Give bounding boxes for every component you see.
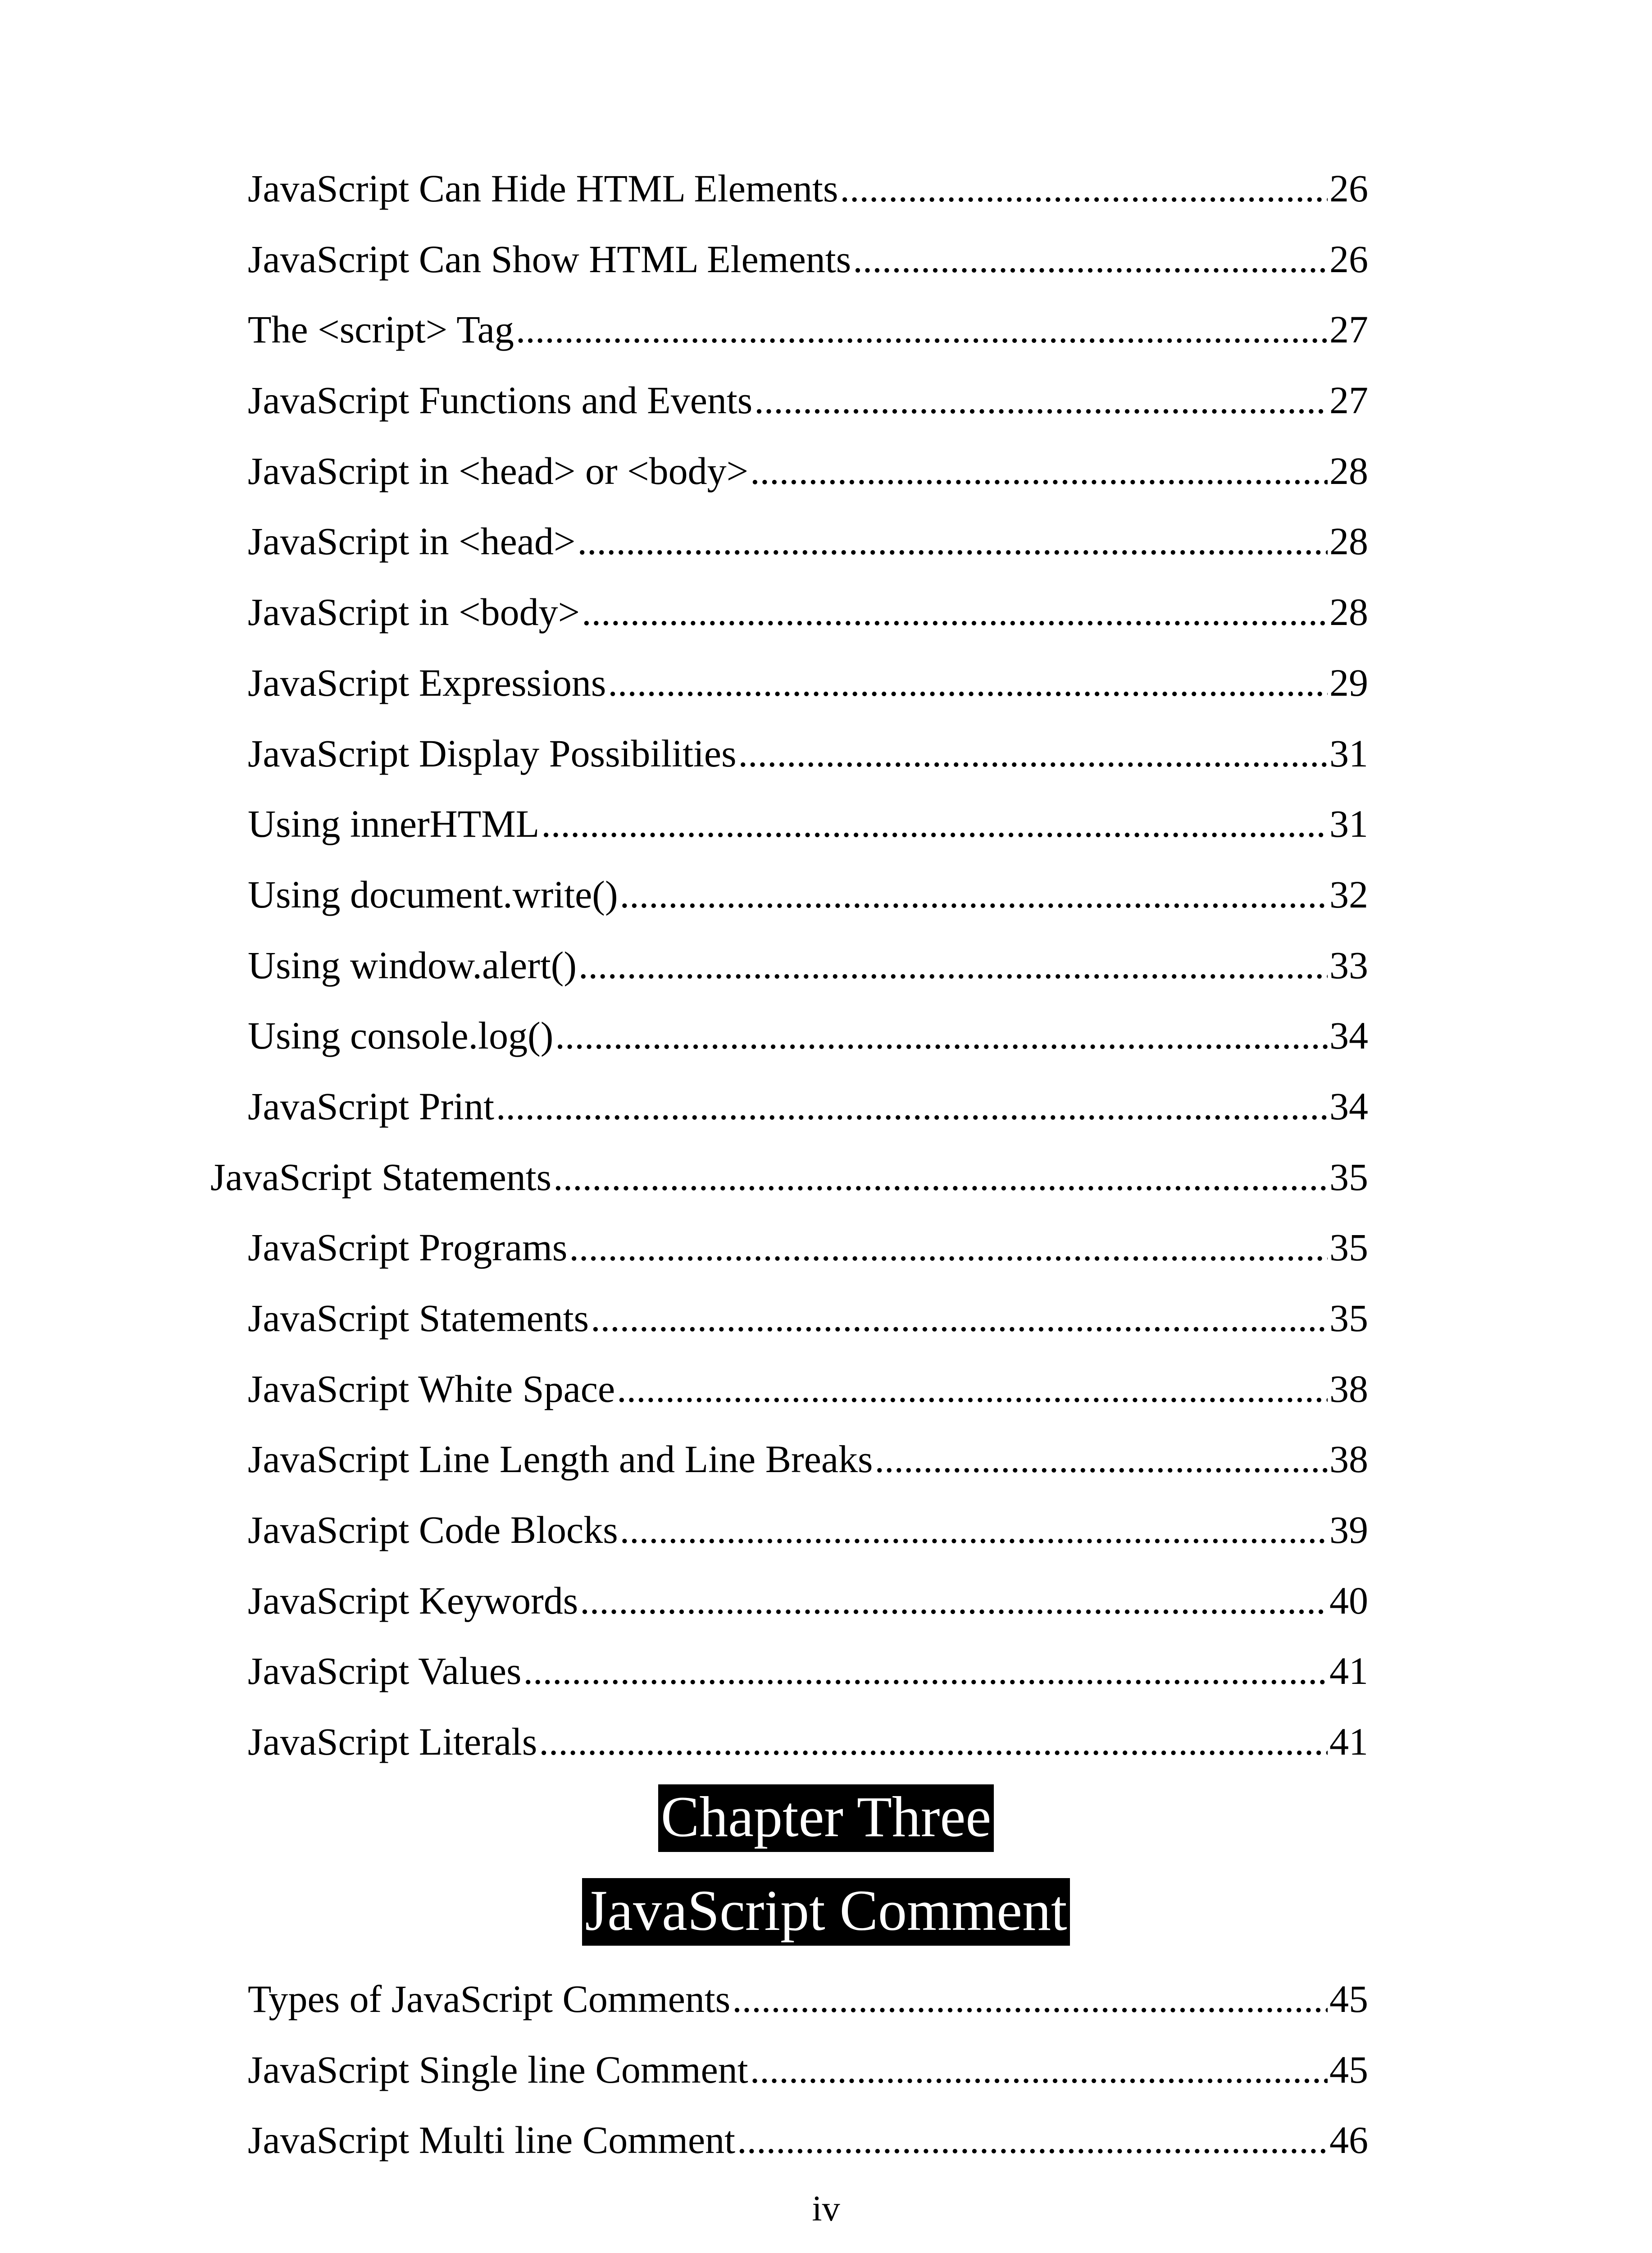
toc-entry-page: 31 bbox=[1329, 802, 1368, 846]
toc-entry[interactable] bbox=[210, 577, 1368, 648]
toc-list-top bbox=[210, 153, 1368, 1777]
toc-dot-leader bbox=[516, 294, 1328, 365]
toc-dot-leader bbox=[617, 1354, 1328, 1424]
toc-entry-page: 28 bbox=[1329, 590, 1368, 634]
toc-entry[interactable] bbox=[210, 153, 1368, 224]
toc-entry-title: JavaScript Expressions bbox=[248, 661, 606, 704]
toc-dot-leader bbox=[555, 1000, 1328, 1071]
toc-entry[interactable] bbox=[210, 859, 1368, 930]
toc-entry-page: 33 bbox=[1329, 943, 1368, 987]
toc-entry-page: 31 bbox=[1329, 731, 1368, 775]
toc-dot-leader bbox=[523, 1636, 1328, 1706]
toc-entry-page: 34 bbox=[1329, 1014, 1368, 1058]
toc-entry-page: 34 bbox=[1329, 1084, 1368, 1128]
toc-list-bottom bbox=[210, 1964, 1368, 2175]
toc-entry[interactable] bbox=[210, 294, 1368, 365]
toc-entry-page: 32 bbox=[1329, 872, 1368, 916]
toc-entry-title: JavaScript in <head> bbox=[248, 520, 576, 563]
chapter-title-text: JavaScript Comment bbox=[582, 1878, 1069, 1946]
toc-entry-page: 38 bbox=[1329, 1367, 1368, 1410]
chapter-title-heading bbox=[0, 1878, 1652, 1946]
toc-entry-title: JavaScript Values bbox=[248, 1649, 522, 1693]
toc-entry-title: JavaScript in <head> or <body> bbox=[248, 449, 749, 493]
toc-dot-leader bbox=[732, 1964, 1328, 2034]
toc-dot-leader bbox=[608, 648, 1328, 718]
toc-entry[interactable] bbox=[210, 648, 1368, 718]
toc-entry[interactable] bbox=[210, 1283, 1368, 1354]
toc-entry-title: JavaScript White Space bbox=[248, 1367, 615, 1410]
toc-entry-page: 35 bbox=[1329, 1155, 1368, 1199]
toc-entry-title: JavaScript Keywords bbox=[248, 1578, 578, 1622]
toc-entry[interactable] bbox=[210, 365, 1368, 436]
toc-entry-title: Using console.log() bbox=[248, 1014, 554, 1058]
toc-entry[interactable] bbox=[210, 1424, 1368, 1495]
page-number: iv bbox=[812, 2189, 840, 2229]
toc-dot-leader bbox=[853, 224, 1328, 295]
toc-entry[interactable] bbox=[210, 436, 1368, 506]
toc-entry-title: JavaScript in <body> bbox=[248, 590, 580, 634]
toc-dot-leader bbox=[738, 718, 1328, 789]
toc-entry[interactable] bbox=[210, 789, 1368, 859]
toc-entry-page: 45 bbox=[1329, 1977, 1368, 2020]
chapter-number-heading bbox=[0, 1784, 1652, 1852]
toc-entry-title: JavaScript Code Blocks bbox=[248, 1508, 618, 1552]
toc-entry-title: JavaScript Functions and Events bbox=[248, 379, 753, 422]
toc-dot-leader bbox=[750, 2034, 1328, 2105]
toc-entry-page: 41 bbox=[1329, 1649, 1368, 1693]
toc-entry-title: The <script> Tag bbox=[248, 308, 514, 351]
toc-dot-leader bbox=[582, 577, 1328, 648]
toc-entry-title: JavaScript Programs bbox=[248, 1226, 568, 1269]
toc-dot-leader bbox=[539, 1706, 1328, 1777]
toc-entry[interactable] bbox=[210, 1071, 1368, 1142]
toc-dot-leader bbox=[737, 2105, 1328, 2175]
toc-entry[interactable] bbox=[210, 1212, 1368, 1283]
toc-entry-page: 46 bbox=[1329, 2118, 1368, 2162]
toc-entry-title: Using innerHTML bbox=[248, 802, 540, 846]
toc-entry[interactable] bbox=[210, 1495, 1368, 1565]
toc-entry-title: JavaScript Print bbox=[248, 1084, 494, 1128]
toc-dot-leader bbox=[569, 1212, 1328, 1283]
toc-dot-leader bbox=[875, 1424, 1328, 1495]
toc-entry[interactable] bbox=[210, 1354, 1368, 1424]
toc-entry[interactable] bbox=[210, 1000, 1368, 1071]
toc-entry[interactable] bbox=[210, 930, 1368, 1001]
toc-dot-leader bbox=[750, 436, 1328, 506]
toc-dot-leader bbox=[591, 1283, 1328, 1354]
toc-dot-leader bbox=[578, 930, 1328, 1001]
toc-dot-leader bbox=[541, 789, 1328, 859]
toc-dot-leader bbox=[553, 1142, 1328, 1213]
toc-entry-title: JavaScript Multi line Comment bbox=[248, 2118, 736, 2162]
toc-entry-title: JavaScript Single line Comment bbox=[248, 2048, 748, 2091]
toc-entry[interactable] bbox=[210, 506, 1368, 577]
toc-entry-page: 35 bbox=[1329, 1296, 1368, 1340]
toc-dot-leader bbox=[620, 859, 1328, 930]
toc-entry-title: JavaScript Statements bbox=[248, 1296, 589, 1340]
toc-entry-title: Using window.alert() bbox=[248, 943, 577, 987]
toc-dot-leader bbox=[754, 365, 1328, 436]
toc-entry-page: 29 bbox=[1329, 661, 1368, 704]
toc-dot-leader bbox=[620, 1495, 1328, 1565]
toc-entry-page: 26 bbox=[1329, 167, 1368, 210]
toc-dot-leader bbox=[496, 1071, 1328, 1142]
toc-entry-title: JavaScript Can Hide HTML Elements bbox=[248, 167, 838, 210]
toc-entry-page: 41 bbox=[1329, 1720, 1368, 1764]
toc-entry-page: 27 bbox=[1329, 308, 1368, 351]
toc-entry-page: 26 bbox=[1329, 237, 1368, 281]
toc-entry-page: 28 bbox=[1329, 449, 1368, 493]
toc-entry-page: 27 bbox=[1329, 379, 1368, 422]
toc-entry[interactable] bbox=[210, 1565, 1368, 1636]
toc-entry[interactable] bbox=[210, 1142, 1368, 1213]
toc-entry[interactable] bbox=[210, 1964, 1368, 2034]
toc-entry[interactable] bbox=[210, 718, 1368, 789]
toc-entry[interactable] bbox=[210, 2034, 1368, 2105]
toc-entry[interactable] bbox=[210, 1636, 1368, 1706]
chapter-number-text: Chapter Three bbox=[658, 1784, 994, 1852]
toc-dot-leader bbox=[577, 506, 1328, 577]
toc-entry-title: JavaScript Statements bbox=[210, 1155, 552, 1199]
toc-entry-title: JavaScript Display Possibilities bbox=[248, 731, 737, 775]
toc-entry-page: 28 bbox=[1329, 520, 1368, 563]
toc-entry-title: Using document.write() bbox=[248, 872, 618, 916]
toc-entry-page: 39 bbox=[1329, 1508, 1368, 1552]
toc-entry[interactable] bbox=[210, 2105, 1368, 2175]
toc-dot-leader bbox=[840, 153, 1328, 224]
toc-entry-page: 45 bbox=[1329, 2048, 1368, 2091]
toc-entry-page: 38 bbox=[1329, 1437, 1368, 1481]
toc-entry-title: Types of JavaScript Comments bbox=[248, 1977, 731, 2020]
toc-entry-page: 40 bbox=[1329, 1578, 1368, 1622]
toc-entry[interactable] bbox=[210, 1706, 1368, 1777]
toc-entry-title: JavaScript Line Length and Line Breaks bbox=[248, 1437, 873, 1481]
toc-dot-leader bbox=[580, 1565, 1328, 1636]
toc-entry-title: JavaScript Can Show HTML Elements bbox=[248, 237, 851, 281]
toc-entry[interactable] bbox=[210, 224, 1368, 295]
toc-entry-page: 35 bbox=[1329, 1226, 1368, 1269]
toc-entry-title: JavaScript Literals bbox=[248, 1720, 537, 1764]
